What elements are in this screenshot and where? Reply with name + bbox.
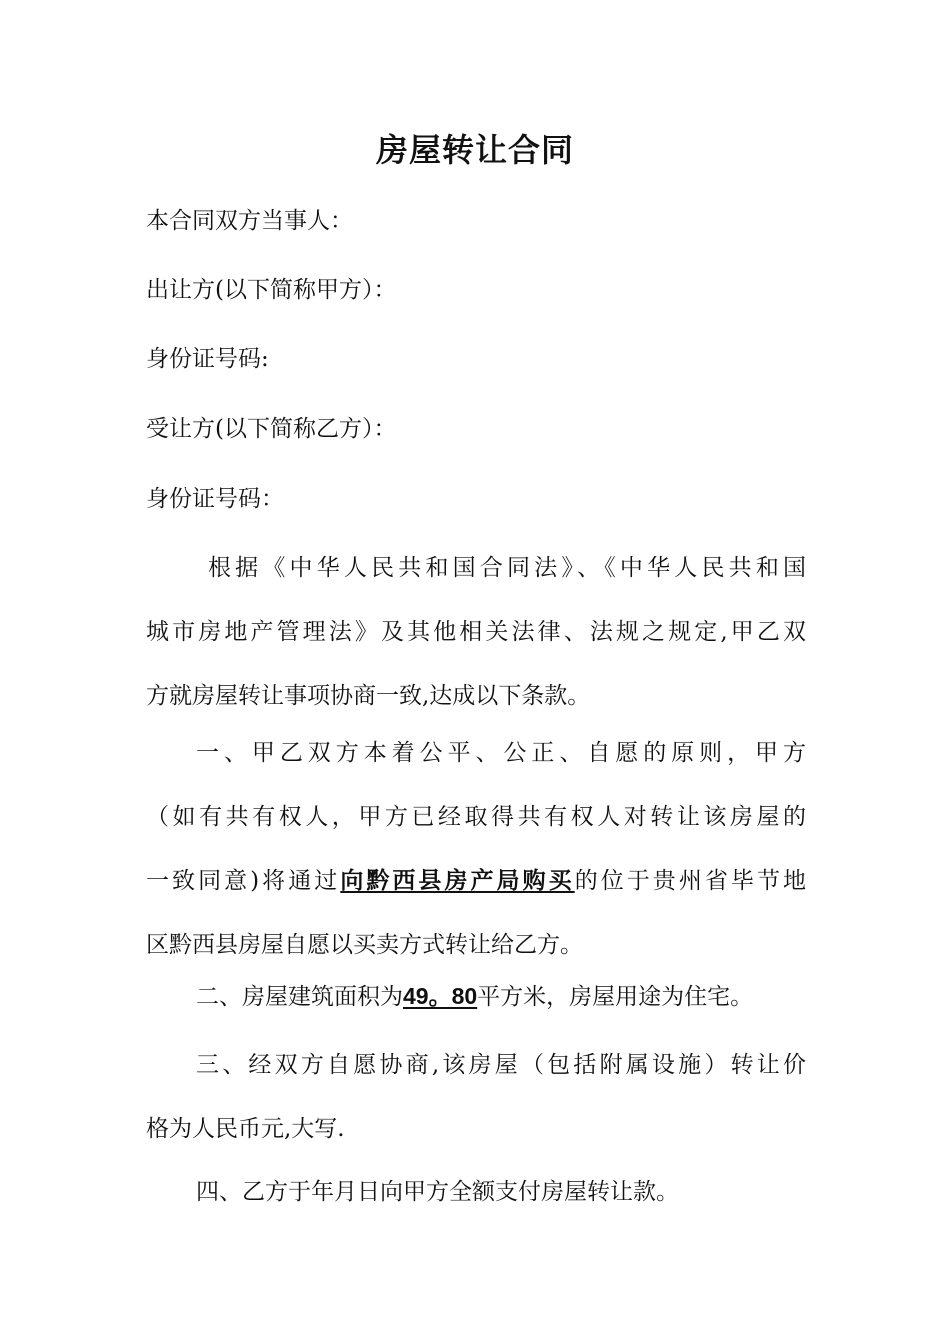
preamble-line-2: 城市房地产管理法》及其他相关法律、法规之规定,甲乙双 [146, 619, 806, 645]
clause-1-paragraph [146, 737, 806, 993]
clause-1-line-3-prefix: 一致同意)将通过 [146, 868, 341, 894]
clause-3-paragraph [146, 1049, 806, 1177]
clause-1-line-3-suffix: 的位于贵州省毕节地 [574, 868, 806, 894]
clause-2-line-1 [146, 980, 806, 1044]
clause-1-line-3 [146, 865, 806, 929]
clause-2-suffix: 平方米，房屋用途为住宅。 [477, 984, 754, 1010]
document-title: 房屋转让合同 [375, 131, 574, 169]
clause-3-line-1: 三、经双方自愿协商,该房屋（包括附属设施）转让价 [196, 1052, 806, 1078]
clause-4-line-1: 四、乙方于年月日向甲方全额支付房屋转让款。 [196, 1179, 679, 1205]
transferor-id-line: 身份证号码: [146, 346, 269, 372]
clause-2-prefix: 二、房屋建筑面积为 [196, 984, 403, 1010]
transferee-id-line: 身份证号码： [146, 486, 284, 512]
transferor-line: 出让方(以下简称甲方）： [146, 277, 397, 303]
clause-1-line-4: 区黔西县房屋自愿以买卖方式转让给乙方。 [146, 932, 583, 958]
clause-4-paragraph [146, 1176, 806, 1240]
transferee-line: 受让方(以下简称乙方）： [146, 416, 397, 442]
preamble-line-3: 方就房屋转让事项协商一致,达成以下条款。 [146, 683, 591, 709]
clause-2-paragraph [146, 980, 806, 1044]
clause-1-line-1: 一、甲乙双方本着公平、公正、自愿的原则，甲方 [196, 740, 806, 766]
clause-1-line-2: （如有共有权人，甲方已经取得共有权人对转让该房屋的 [146, 804, 806, 830]
purchase-source-emphasis: 向黔西县房产局购买 [340, 867, 575, 894]
building-area-value: 49。80 [403, 983, 478, 1009]
clause-3-line-2: 格为人民币元,大写. [146, 1116, 345, 1142]
preamble-line-1: 根据《中华人民共和国合同法》、《中华人民共和国 [208, 555, 806, 581]
preamble-paragraph [146, 552, 806, 744]
parties-heading: 本合同双方当事人： [146, 208, 353, 234]
